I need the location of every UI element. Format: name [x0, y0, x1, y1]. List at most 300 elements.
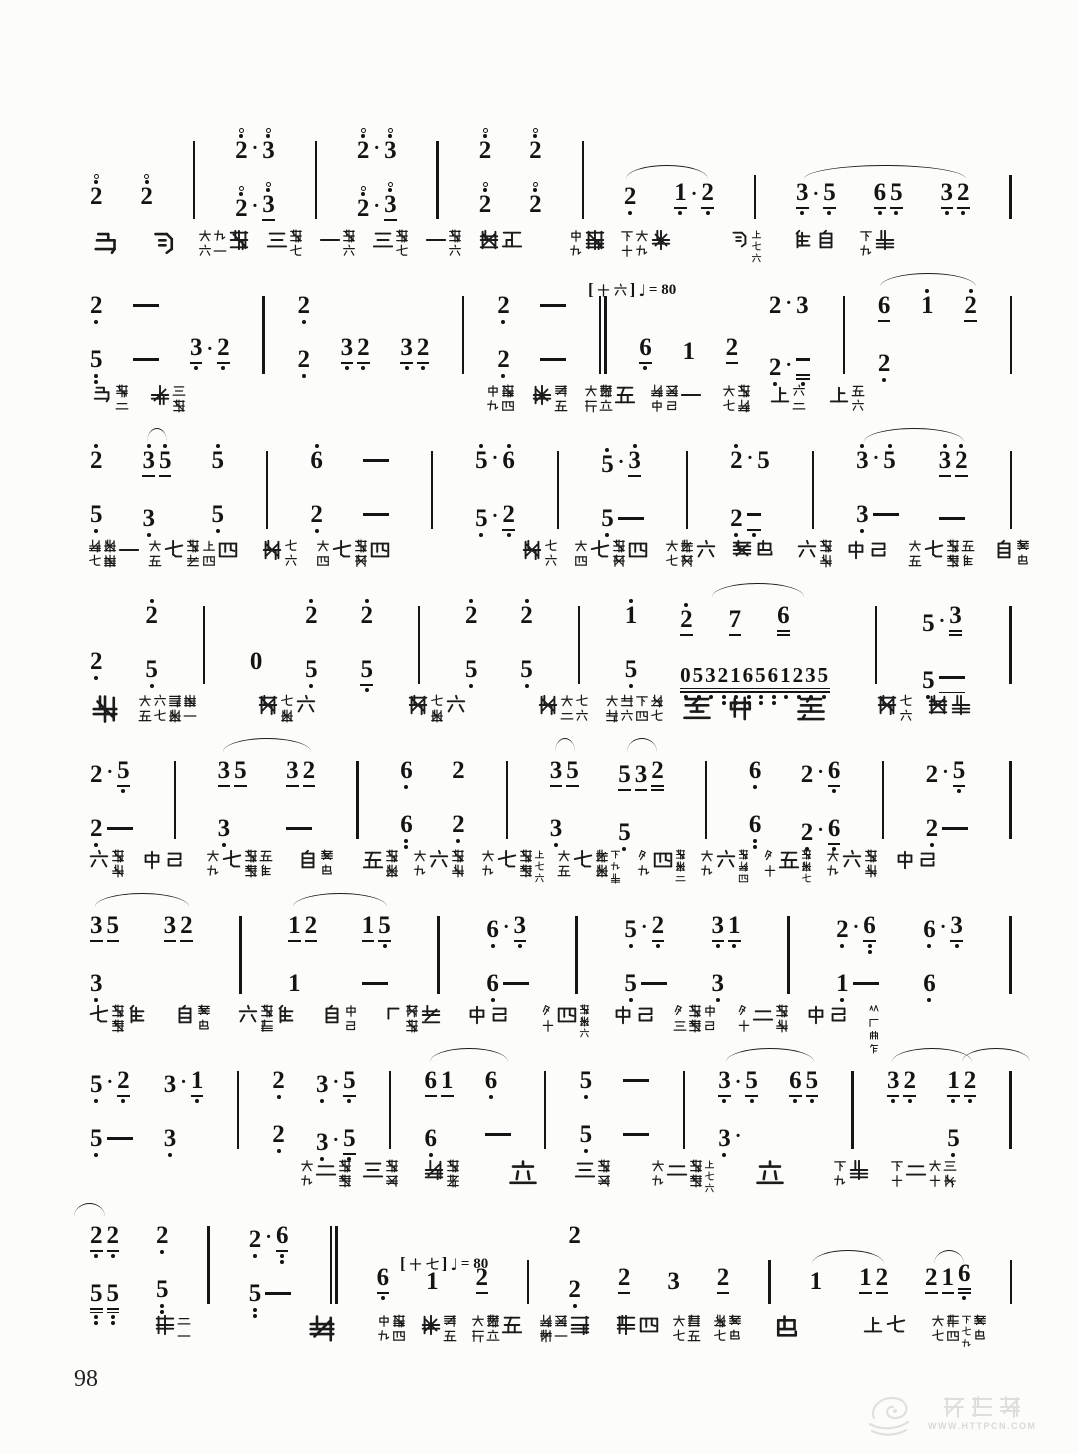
- dot-separator: ·: [106, 1070, 114, 1093]
- tablature-glyph-column: [738, 849, 749, 884]
- note-digit: 3: [340, 334, 354, 362]
- octave-dot: [111, 1254, 115, 1258]
- tablature-glyph-column: [722, 384, 736, 413]
- cjk-pseudo-glyph: [354, 554, 368, 568]
- cjk-pseudo-glyph: [319, 229, 341, 251]
- tablature-glyph-column: [141, 849, 163, 871]
- note-digit: 2: [217, 334, 230, 362]
- cjk-pseudo-glyph: [103, 554, 117, 568]
- cjk-pseudo-glyph: [703, 1004, 717, 1018]
- tablature-glyph-column: [612, 539, 626, 568]
- note-cell: [138, 125, 155, 225]
- tablature-glyph-column: [206, 849, 220, 878]
- tablature-glyph-column: [557, 849, 571, 878]
- jianpu-note: [452, 745, 465, 799]
- octave-dot: [345, 366, 349, 370]
- watermark-url: WWW.HTTPCN.COM: [928, 1421, 1037, 1431]
- note-lower-area: [968, 1097, 972, 1113]
- lower-voice: [375, 1252, 392, 1310]
- tablature-glyph-column: [828, 384, 850, 406]
- octave-dot: [908, 1099, 912, 1103]
- cjk-pseudo-glyph: [197, 1004, 211, 1018]
- cjk-pseudo-glyph: [673, 1004, 687, 1018]
- tablature-glyph-column: [471, 1314, 485, 1343]
- note-digit: 3: [217, 757, 231, 784]
- cjk-pseudo-glyph: [554, 384, 568, 398]
- music-system: [88, 1210, 1016, 1366]
- upper-voice: [423, 1055, 456, 1113]
- upper-voice: [247, 1210, 294, 1268]
- cjk-pseudo-glyph: [198, 244, 212, 258]
- tablature-row: [88, 1314, 1016, 1366]
- duration-dash: [939, 676, 965, 679]
- cjk-pseudo-glyph: [819, 539, 833, 553]
- note-lower-area: [491, 942, 495, 958]
- note-digit: 5: [90, 346, 103, 373]
- jianpu-note: [90, 749, 103, 803]
- tablature-glyph: [868, 1004, 880, 1055]
- cjk-pseudo-glyph: [885, 1314, 907, 1336]
- lower-voice: [622, 171, 639, 225]
- note-cell: [375, 1210, 392, 1310]
- note-cell: [920, 590, 967, 695]
- octave-dot: [629, 684, 633, 688]
- cjk-pseudo-glyph: [111, 1004, 125, 1018]
- note-digit: 2: [836, 915, 849, 943]
- cjk-pseudo-glyph: [541, 1004, 555, 1018]
- cjk-pseudo-glyph: [519, 864, 533, 878]
- note-lower-area: [421, 364, 425, 380]
- tablature-glyph: [890, 1159, 957, 1188]
- note-digit: 2: [529, 137, 542, 164]
- note-digit: 2: [90, 292, 103, 319]
- cjk-pseudo-glyph: [828, 384, 850, 406]
- octave-dot: [309, 684, 313, 688]
- octave-dot: [121, 1099, 125, 1103]
- tablature-glyph-column: [650, 694, 664, 723]
- note-digit: 2: [155, 1222, 169, 1249]
- tablature-glyph-column: [554, 1314, 568, 1343]
- upper-voice: [621, 1055, 651, 1109]
- jianpu-note: [475, 435, 488, 489]
- note-digit: 3: [950, 912, 963, 939]
- jianpu-note: [180, 900, 193, 958]
- jianpu-note: [400, 799, 413, 853]
- octave-dot: [277, 1095, 281, 1099]
- cjk-pseudo-glyph: [815, 229, 837, 251]
- cjk-pseudo-glyph: [172, 399, 186, 413]
- octave-dot: [277, 1149, 281, 1153]
- octave-dot: [405, 366, 409, 370]
- tempo-bracket: [: [400, 1254, 406, 1273]
- tablature-glyph-column: [754, 539, 776, 561]
- barline: [356, 761, 358, 839]
- watermark-text: [928, 1395, 1036, 1431]
- tablature-glyph: [722, 384, 751, 413]
- note-digit: 5: [378, 912, 391, 939]
- cjk-pseudo-glyph: [198, 229, 212, 243]
- cjk-pseudo-glyph: [148, 554, 162, 568]
- barline: [787, 916, 789, 994]
- cjk-pseudo-glyph: [899, 694, 913, 708]
- tablature-glyph: [637, 849, 686, 884]
- barline: [207, 1226, 209, 1304]
- octave-dot: [94, 843, 98, 847]
- beam-underline: [286, 785, 299, 787]
- octave-dot: [94, 374, 98, 378]
- note-cell: [616, 745, 666, 845]
- note-digit: 3: [142, 447, 155, 474]
- note-digit: 1: [288, 912, 301, 939]
- cjk-pseudo-glyph: [126, 1004, 148, 1026]
- tablature-glyph-column: [544, 539, 558, 568]
- jianpu-note: [639, 322, 652, 380]
- tablature-glyph-column: [237, 1004, 259, 1026]
- jianpu-note: [357, 125, 370, 179]
- tablature-glyph-column: [755, 1159, 785, 1189]
- cjk-pseudo-glyph: [819, 554, 833, 568]
- note-cell: [286, 900, 319, 1000]
- tablature-glyph-column: [569, 1314, 591, 1336]
- note-digit: 2: [304, 912, 318, 939]
- cjk-pseudo-glyph: [556, 1004, 578, 1026]
- cjk-pseudo-glyph: [197, 1019, 211, 1033]
- octave-dot: [832, 789, 836, 793]
- cjk-pseudo-glyph: [680, 384, 702, 406]
- jianpu-note: [623, 1109, 649, 1163]
- tablature-glyph-column: [595, 849, 609, 878]
- cjk-pseudo-glyph: [342, 229, 356, 243]
- cjk-pseudo-glyph: [899, 709, 913, 723]
- note-digit: 2: [90, 648, 103, 675]
- cjk-pseudo-glyph: [722, 384, 736, 398]
- cjk-pseudo-glyph: [554, 1329, 568, 1343]
- cjk-pseudo-glyph: [183, 694, 197, 708]
- jianpu-note: [265, 1214, 272, 1268]
- jianpu-note: [942, 749, 949, 803]
- upper-voice: [233, 125, 277, 179]
- lower-voice: [527, 179, 544, 233]
- cjk-pseudo-glyph: [805, 1004, 827, 1026]
- cjk-pseudo-glyph: [405, 1019, 419, 1033]
- octave-dot: [253, 1308, 257, 1312]
- cjk-pseudo-glyph: [917, 849, 939, 871]
- octave-dot: [216, 529, 220, 533]
- barline: [754, 175, 756, 219]
- cjk-pseudo-glyph: [651, 1174, 665, 1188]
- tablature-glyph: [826, 849, 878, 878]
- jianpu-note: [272, 1109, 285, 1163]
- jianpu-note: [651, 745, 664, 807]
- lower-voice: [518, 644, 535, 698]
- jianpu-note: [964, 1055, 977, 1113]
- note-digit: 3: [142, 504, 155, 532]
- octave-dot: [752, 533, 756, 537]
- note-cell: [88, 1210, 121, 1310]
- note-cell: [622, 900, 669, 1000]
- tablature-glyph-column: [635, 229, 649, 258]
- note-digit: 2: [140, 183, 153, 210]
- beam-underline: [288, 940, 301, 942]
- cjk-pseudo-glyph: [673, 1019, 687, 1033]
- cjk-pseudo-glyph: [425, 229, 447, 251]
- octave-dot: [160, 1250, 164, 1254]
- note-cell: [527, 125, 544, 225]
- upper-voice: [945, 1055, 978, 1113]
- cjk-pseudo-glyph: [115, 384, 129, 398]
- note-digit: 6: [424, 1124, 438, 1152]
- tablature-glyph-column: [338, 1159, 352, 1188]
- cjk-pseudo-glyph: [320, 849, 334, 863]
- tablature-glyph-column: [405, 1004, 419, 1033]
- dot-separator: ·: [852, 915, 860, 938]
- cjk-pseudo-glyph: [970, 1395, 994, 1419]
- upper-voice: [88, 435, 105, 489]
- note-digit: 5: [475, 447, 488, 474]
- jianpu-note: [580, 1055, 593, 1109]
- jianpu-note: [378, 900, 391, 958]
- note-digit: 5: [90, 501, 103, 528]
- cjk-pseudo-glyph: [737, 1019, 751, 1033]
- jianpu-note: [949, 590, 962, 652]
- cjk-pseudo-glyph: [405, 1004, 419, 1018]
- upper-voice: [162, 900, 195, 958]
- note-digit: 2: [357, 334, 370, 362]
- note-digit: 5: [579, 1121, 593, 1148]
- cjk-pseudo-glyph: [652, 849, 674, 871]
- note-digit: 5: [624, 656, 638, 683]
- cjk-pseudo-glyph: [154, 1314, 176, 1336]
- note-digit: 2: [235, 194, 248, 222]
- tablature-glyph: [319, 229, 356, 258]
- jianpu-note: [940, 904, 947, 958]
- tempo-value: = 80: [648, 281, 677, 298]
- dot-separator: ·: [265, 1225, 272, 1248]
- cjk-pseudo-glyph: [174, 1004, 196, 1026]
- tablature-glyph: [88, 539, 140, 568]
- note-cell: [924, 745, 971, 845]
- octave-dot: [491, 944, 495, 948]
- note-digit: 2: [310, 501, 323, 528]
- tablature-glyph: [682, 694, 712, 724]
- tablature-glyph-column: [950, 694, 972, 716]
- tablature-glyph-column: [217, 539, 239, 561]
- tablature-glyph-column: [228, 229, 250, 251]
- octave-dot: [554, 843, 558, 847]
- jianpu-row: [88, 1210, 1016, 1310]
- note-cell: [495, 280, 512, 380]
- note-digit: 1: [674, 179, 687, 207]
- octave-dot: [868, 944, 872, 948]
- tablature-glyph: [531, 384, 568, 413]
- octave-dot: [968, 1099, 972, 1103]
- cjk-pseudo-glyph: [88, 539, 102, 553]
- harmonic-ring-icon: [94, 174, 99, 179]
- cjk-pseudo-glyph: [320, 864, 334, 878]
- cjk-pseudo-glyph: [672, 1329, 686, 1343]
- octave-dot: [222, 843, 226, 847]
- cjk-pseudo-glyph: [544, 539, 558, 553]
- beam-underline: [164, 940, 177, 942]
- dot-separator: ·: [690, 183, 698, 205]
- tablature-glyph: [713, 1314, 742, 1343]
- duration-dash: [107, 1137, 133, 1140]
- cjk-pseudo-glyph: [665, 399, 679, 413]
- note-digit: 5: [922, 667, 935, 695]
- beam-underline: [777, 634, 790, 636]
- note-digit: 5: [106, 1279, 119, 1307]
- octave-dot: [605, 533, 609, 537]
- tablature-glyph: [612, 1004, 657, 1026]
- upper-voice: [303, 590, 320, 644]
- tablature-glyph-column: [859, 229, 873, 258]
- cjk-pseudo-glyph: [620, 244, 634, 258]
- barline: [705, 761, 707, 839]
- tempo-bracket: ]: [629, 280, 636, 299]
- note-cell: [747, 745, 764, 845]
- tablature-glyph: [769, 384, 806, 413]
- note-digit: 2: [568, 1222, 581, 1249]
- note-digit: 2: [800, 818, 814, 846]
- cjk-pseudo-glyph: [554, 399, 568, 413]
- tablature-glyph-column: [320, 849, 334, 878]
- upper-voice: [616, 745, 666, 807]
- cjk-pseudo-glyph: [90, 694, 120, 724]
- octave-dot: [706, 211, 710, 215]
- cjk-pseudo-glyph: [650, 694, 664, 708]
- tablature-glyph-column: [612, 1004, 634, 1026]
- note-digit: 1: [728, 912, 741, 939]
- tablature-row: [88, 849, 1016, 901]
- tablature-glyph-column: [680, 384, 702, 406]
- barline: [462, 296, 464, 374]
- tablature-glyph-column: [680, 539, 694, 568]
- note-digit: 6: [486, 915, 499, 943]
- tablature-glyph-column: [665, 384, 679, 413]
- tablature-glyph-column: [737, 384, 751, 413]
- jianpu-note: [728, 900, 741, 958]
- jianpu-note: [140, 171, 153, 225]
- note-lower-area: [94, 318, 98, 334]
- cjk-pseudo-glyph: [228, 229, 250, 251]
- tablature-glyph: [731, 539, 776, 561]
- jianpu-note: [107, 749, 114, 803]
- note-digit: 2: [356, 137, 370, 164]
- cjk-pseudo-glyph: [775, 1004, 789, 1018]
- jianpu-note: [211, 435, 224, 489]
- cjk-pseudo-glyph: [541, 1019, 555, 1033]
- octave-dot: [955, 944, 959, 948]
- lower-voice: [154, 1264, 171, 1318]
- tablature-glyph-column: [569, 229, 583, 258]
- note-digit: 5: [90, 1279, 103, 1307]
- tablature-glyph: [90, 694, 120, 724]
- note-digit: 6: [877, 292, 891, 319]
- jianpu-note: [90, 636, 103, 690]
- quarter-note-icon: ♩: [638, 280, 646, 300]
- cjk-pseudo-glyph: [486, 399, 500, 413]
- note-lower-area: [891, 1097, 895, 1113]
- note-cell: [398, 280, 431, 380]
- note-cell: [398, 745, 415, 845]
- tablature-row: [88, 1159, 1016, 1211]
- tablature-glyph-column: [377, 1314, 391, 1343]
- tablature-glyph: [425, 229, 462, 258]
- beam-underline: [305, 940, 318, 942]
- note-digit: 2: [701, 179, 714, 207]
- cjk-pseudo-glyph: [650, 384, 664, 398]
- note-cell: [799, 745, 843, 845]
- note-digit: 2: [925, 760, 939, 788]
- barline: [575, 916, 577, 994]
- note-lower-area: [121, 787, 125, 803]
- cjk-pseudo-glyph: [868, 1017, 880, 1029]
- barline: [193, 141, 195, 219]
- lower-voice: [138, 171, 155, 225]
- lower-voice: [248, 636, 265, 690]
- octave-dot: [194, 366, 198, 370]
- note-digit: 2: [360, 602, 373, 629]
- octave-dot: [479, 533, 483, 537]
- note-cell: [680, 280, 697, 380]
- jianpu-note: [514, 900, 527, 958]
- barline: [437, 916, 439, 994]
- dot-separator: ·: [251, 194, 259, 217]
- tablature-glyph-column: [666, 1159, 688, 1181]
- tablature-glyph-column: [993, 539, 1015, 561]
- note-lower-area: [195, 1097, 199, 1113]
- note-digit: 6: [484, 1067, 498, 1094]
- note-digit: 2: [623, 183, 637, 210]
- note-cell: [140, 435, 173, 535]
- cjk-pseudo-glyph: [635, 244, 649, 258]
- tablature-glyph-column: [805, 1004, 827, 1026]
- cjk-pseudo-glyph: [163, 539, 185, 561]
- cjk-pseudo-glyph: [650, 229, 672, 251]
- cjk-pseudo-glyph: [579, 1028, 590, 1039]
- cjk-pseudo-glyph: [569, 244, 583, 258]
- cjk-pseudo-glyph: [560, 709, 574, 723]
- cjk-pseudo-glyph: [202, 539, 216, 553]
- tablature-glyph: [908, 539, 975, 568]
- cjk-pseudo-glyph: [737, 1004, 751, 1018]
- note-digit: 2: [680, 605, 693, 633]
- tablature-glyph: [92, 384, 129, 413]
- note-cell: [162, 900, 195, 1000]
- cjk-pseudo-glyph: [627, 539, 649, 561]
- cjk-pseudo-glyph: [610, 861, 621, 872]
- upper-voice: [143, 590, 160, 644]
- note-digit: 6: [639, 334, 652, 362]
- jianpu-note: [211, 489, 224, 543]
- duration-dash: [540, 304, 566, 307]
- beam-underline: [441, 1095, 454, 1097]
- cjk-pseudo-glyph: [486, 1314, 500, 1328]
- note-digit: 2: [768, 292, 782, 319]
- dot-separator: ·: [817, 818, 824, 841]
- jianpu-note: [806, 1055, 819, 1113]
- cjk-pseudo-glyph: [385, 864, 399, 878]
- jianpu-note: [856, 489, 869, 543]
- note-cell: [473, 435, 517, 535]
- note-digit: 6: [777, 602, 790, 629]
- cjk-pseudo-glyph: [88, 1004, 110, 1026]
- lower-voice: [715, 1252, 732, 1310]
- tablature-glyph: [726, 694, 756, 724]
- beam-underline: [729, 634, 742, 636]
- octave-dot: [629, 944, 633, 948]
- tablature-glyph-column: [362, 849, 384, 871]
